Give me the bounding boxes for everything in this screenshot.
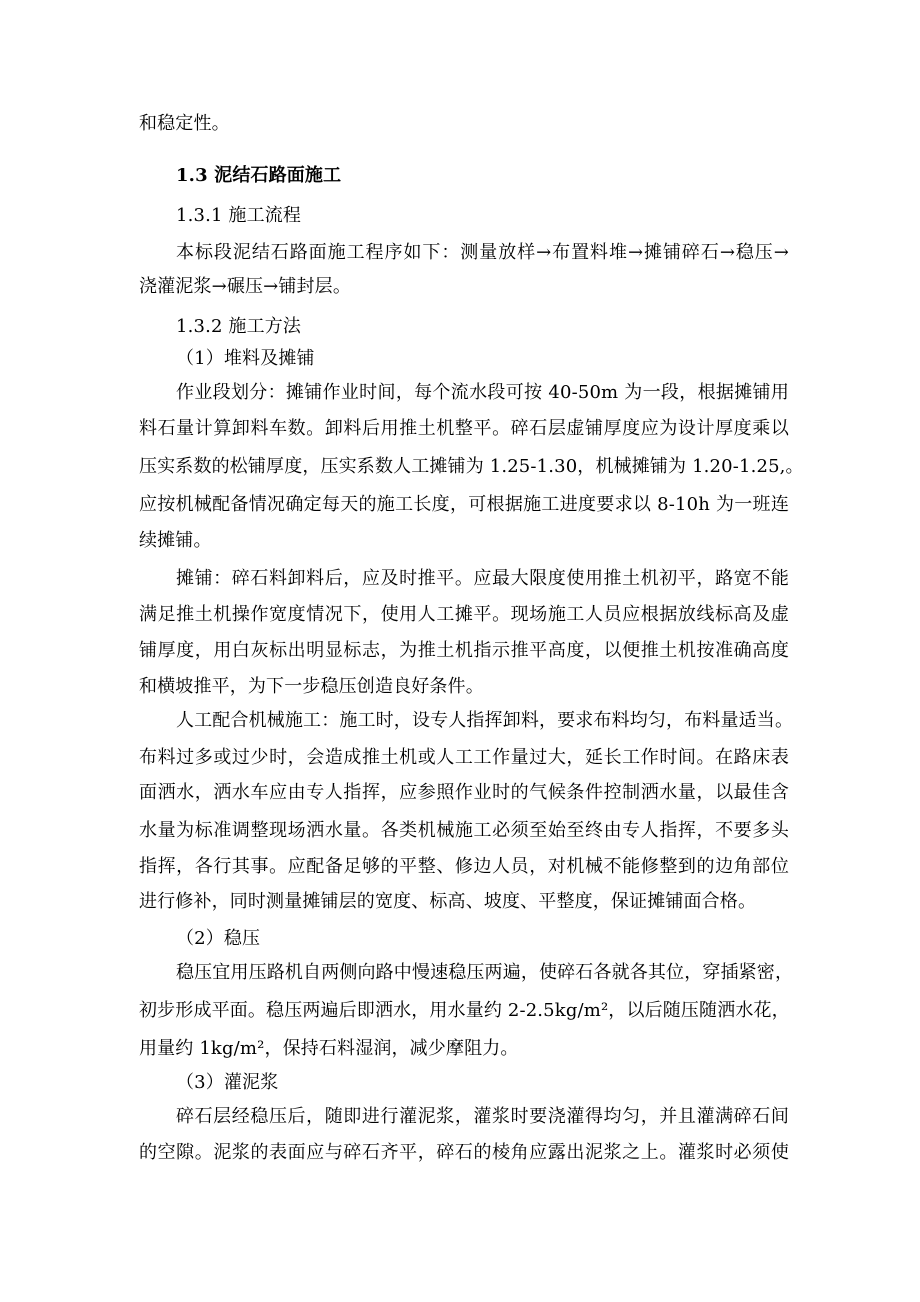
text-line: 初步形成平面。稳压两遍后即洒水，用水量约 2-2.5kg/m²，以后随压随洒水花， (139, 1000, 790, 1021)
text-line: 和横坡推平，为下一步稳压创造良好条件。 (139, 676, 484, 697)
text-line: 满足推土机操作宽度情况下，使用人工摊平。现场施工人员应根据放线标高及虚 (139, 604, 789, 625)
text-line: 布料过多或过少时，会造成推土机或人工工作量过大，延长工作时间。在路床表 (139, 747, 789, 768)
text-line: 和稳定性。 (139, 113, 230, 134)
text-line: 进行修补，同时测量摊铺层的宽度、标高、坡度、平整度，保证摊铺面合格。 (139, 891, 757, 912)
text-line: 浇灌泥浆→碾压→铺封层。 (139, 276, 351, 297)
text-line: 水量为标准调整现场洒水量。各类机械施工必须至始至终由专人指挥，不要多头 (139, 820, 789, 841)
item-heading: （2）稳压 (176, 928, 261, 949)
text-line: 本标段泥结石路面施工程序如下：测量放样→布置料堆→摊铺碎石→稳压→ (176, 242, 789, 263)
text-line: 压实系数的松铺厚度，压实系数人工摊铺为 1.25-1.30，机械摊铺为 1.20-1.25,。 (139, 456, 804, 477)
text-line: 应按机械配备情况确定每天的施工长度，可根据施工进度要求以 8-10h 为一班连 (139, 494, 789, 515)
text-line: 续摊铺。 (139, 530, 212, 551)
subsection-heading: 1.3.1 施工流程 (176, 205, 302, 226)
text-line: 料石量计算卸料车数。卸料后用推土机整平。碎石层虚铺厚度应为设计厚度乘以 (139, 418, 789, 439)
text-line: 碎石层经稳压后，随即进行灌泥浆，灌浆时要浇灌得均匀，并且灌满碎石间 (176, 1106, 789, 1127)
text-line: 面洒水，洒水车应由专人指挥，应参照作业时的气候条件控制洒水量，以最佳含 (139, 782, 789, 803)
text-line: 作业段划分：摊铺作业时间，每个流水段可按 40-50m 为一段，根据摊铺用 (176, 382, 789, 403)
item-heading: （3）灌泥浆 (176, 1072, 279, 1093)
text-line: 铺厚度，用白灰标出明显标志，为推土机指示推平高度，以便推土机按准确高度 (139, 640, 789, 661)
item-heading: （1）堆料及摊铺 (176, 348, 315, 369)
text-line: 用量约 1kg/m²，保持石料湿润，减少摩阻力。 (139, 1038, 519, 1059)
subsection-heading: 1.3.2 施工方法 (176, 316, 302, 337)
text-line: 人工配合机械施工：施工时，设专人指挥卸料，要求布料均匀，布料量适当。 (176, 710, 794, 731)
text-line: 稳压宜用压路机自两侧向路中慢速稳压两遍，使碎石各就各其位，穿插紧密， (176, 962, 794, 983)
text-line: 摊铺：碎石料卸料后，应及时推平。应最大限度使用推土机初平，路宽不能 (176, 568, 789, 589)
section-heading: 1.3 泥结石路面施工 (176, 165, 342, 186)
text-line: 的空隙。泥浆的表面应与碎石齐平，碎石的棱角应露出泥浆之上。灌浆时必须使 (139, 1142, 789, 1163)
text-line: 指挥，各行其事。应配备足够的平整、修边人员，对机械不能修整到的边角部位 (139, 856, 789, 877)
